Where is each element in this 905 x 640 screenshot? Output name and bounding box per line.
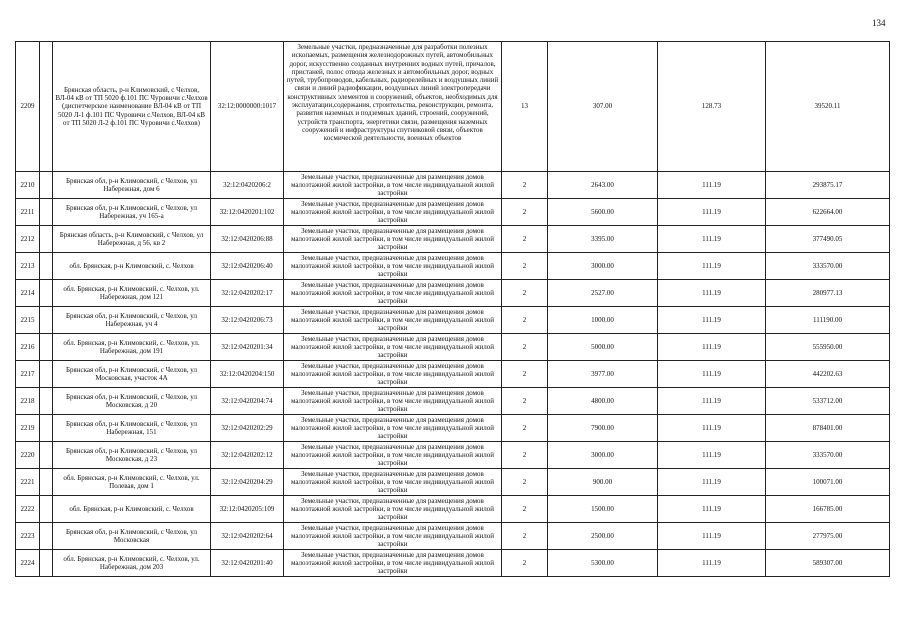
use-group-cell: 2	[502, 523, 548, 550]
area-cell: 900.00	[548, 469, 658, 496]
area-cell: 2527.00	[548, 280, 658, 307]
specific-value-cell: 111.19	[658, 307, 766, 334]
cadastral-value-cell: 622664.00	[766, 199, 890, 226]
specific-value-cell: 111.19	[658, 334, 766, 361]
permitted-use-cell: Земельные участки, предназначенные для размещения домов малоэтажной жилой застройки, в том числе индивидуальной жилой застройки	[284, 415, 502, 442]
table-row	[16, 226, 890, 253]
cadastral-number-cell: 32:12:0420202:12	[211, 442, 284, 469]
table-row	[16, 334, 890, 361]
permitted-use-cell: Земельные участки, предназначенные для размещения домов малоэтажной жилой застройки, в том числе индивидуальной жилой застройки	[284, 361, 502, 388]
cadastral-number-cell: 32:12:0420201:40	[211, 550, 284, 577]
row-number-cell: 2215	[16, 307, 40, 334]
cadastral-value-cell: 39520.11	[766, 42, 890, 172]
address-cell: Брянская область, р-н Климовский, с Челхов, ул Набережная, д 56, кв 2	[53, 226, 211, 253]
specific-value-cell: 111.19	[658, 550, 766, 577]
use-group-cell: 2	[502, 550, 548, 577]
permitted-use-cell: Земельные участки, предназначенные для размещения домов малоэтажной жилой застройки, в том числе индивидуальной жилой застройки	[284, 550, 502, 577]
specific-value-cell: 111.19	[658, 415, 766, 442]
address-cell: Брянская обл, р-н Климовский, с Челхов, ул Набережная, 151	[53, 415, 211, 442]
specific-value-cell: 111.19	[658, 523, 766, 550]
use-group-cell: 2	[502, 199, 548, 226]
permitted-use-cell: Земельные участки, предназначенные для размещения домов малоэтажной жилой застройки, в том числе индивидуальной жилой застройки	[284, 226, 502, 253]
address-cell: Брянская обл, р-н Климовский, с Челхов, ул Набережная, уч 4	[53, 307, 211, 334]
blank-cell	[40, 496, 53, 523]
blank-cell	[40, 307, 53, 334]
permitted-use-cell: Земельные участки, предназначенные для размещения домов малоэтажной жилой застройки, в том числе индивидуальной жилой застройки	[284, 280, 502, 307]
use-group-cell: 2	[502, 280, 548, 307]
blank-cell	[40, 415, 53, 442]
cadastral-value-table	[15, 41, 890, 577]
specific-value-cell: 111.19	[658, 172, 766, 199]
table-row	[16, 199, 890, 226]
row-number-cell: 2219	[16, 415, 40, 442]
use-group-cell: 2	[502, 361, 548, 388]
address-cell: обл. Брянская, р-н Климовский, с. Челхов	[53, 253, 211, 280]
table-row	[16, 550, 890, 577]
cadastral-value-cell: 280977.13	[766, 280, 890, 307]
permitted-use-cell: Земельные участки, предназначенные для размещения домов малоэтажной жилой застройки, в том числе индивидуальной жилой застройки	[284, 334, 502, 361]
row-number-cell: 2212	[16, 226, 40, 253]
area-cell: 1500.00	[548, 496, 658, 523]
permitted-use-cell: Земельные участки, предназначенные для размещения домов малоэтажной жилой застройки, в том числе индивидуальной жилой застройки	[284, 469, 502, 496]
blank-cell	[40, 172, 53, 199]
specific-value-cell: 111.19	[658, 361, 766, 388]
address-cell: обл. Брянская, р-н Климовский, с. Челхов, ул. Набережная, дом 203	[53, 550, 211, 577]
area-cell: 4800.00	[548, 388, 658, 415]
page-number: 134	[872, 18, 886, 28]
cadastral-value-cell: 442202.63	[766, 361, 890, 388]
permitted-use-cell: Земельные участки, предназначенные для размещения домов малоэтажной жилой застройки, в том числе индивидуальной жилой застройки	[284, 388, 502, 415]
specific-value-cell: 111.19	[658, 442, 766, 469]
table-row	[16, 42, 890, 172]
row-number-cell: 2222	[16, 496, 40, 523]
permitted-use-cell: Земельные участки, предназначенные для размещения домов малоэтажной жилой застройки, в том числе индивидуальной жилой застройки	[284, 307, 502, 334]
use-group-cell: 2	[502, 334, 548, 361]
cadastral-value-cell: 100071.00	[766, 469, 890, 496]
area-cell: 307.00	[548, 42, 658, 172]
specific-value-cell: 111.19	[658, 469, 766, 496]
address-cell: Брянская обл, р-н Климовский, с Челхов, ул Набережная, дом 6	[53, 172, 211, 199]
area-cell: 2500.00	[548, 523, 658, 550]
use-group-cell: 2	[502, 172, 548, 199]
address-cell: Брянская обл, р-н Климовский, с Челхов, ул Московская, участок 4А	[53, 361, 211, 388]
address-cell: Брянская обл, р-н Климовский, с Челхов, ул Московская, д 20	[53, 388, 211, 415]
permitted-use-cell: Земельные участки, предназначенные для размещения домов малоэтажной жилой застройки, в том числе индивидуальной жилой застройки	[284, 253, 502, 280]
table-row	[16, 523, 890, 550]
table-row	[16, 496, 890, 523]
row-number-cell: 2210	[16, 172, 40, 199]
cadastral-number-cell: 32:12:0420204:29	[211, 469, 284, 496]
blank-cell	[40, 361, 53, 388]
table-row	[16, 361, 890, 388]
table-body	[16, 42, 890, 577]
area-cell: 3977.00	[548, 361, 658, 388]
row-number-cell: 2213	[16, 253, 40, 280]
use-group-cell: 2	[502, 388, 548, 415]
blank-cell	[40, 226, 53, 253]
area-cell: 5300.00	[548, 550, 658, 577]
cadastral-number-cell: 32:12:0420202:29	[211, 415, 284, 442]
blank-cell	[40, 523, 53, 550]
table-row	[16, 280, 890, 307]
permitted-use-cell: Земельные участки, предназначенные для размещения домов малоэтажной жилой застройки, в том числе индивидуальной жилой застройки	[284, 199, 502, 226]
area-cell: 5600.00	[548, 199, 658, 226]
specific-value-cell: 111.19	[658, 496, 766, 523]
row-number-cell: 2209	[16, 42, 40, 172]
row-number-cell: 2211	[16, 199, 40, 226]
specific-value-cell: 111.19	[658, 388, 766, 415]
table-row	[16, 307, 890, 334]
cadastral-number-cell: 32:12:0420201:34	[211, 334, 284, 361]
address-cell: Брянская обл, р-н Климовский, с Челхов, ул Набережная, уч 165-а	[53, 199, 211, 226]
cadastral-number-cell: 32:12:0420201:102	[211, 199, 284, 226]
use-group-cell: 2	[502, 226, 548, 253]
blank-cell	[40, 469, 53, 496]
area-cell: 3395.00	[548, 226, 658, 253]
blank-cell	[40, 334, 53, 361]
use-group-cell: 2	[502, 496, 548, 523]
address-cell: Брянская обл, р-н Климовский, с Челхов, ул Московская, д 23	[53, 442, 211, 469]
specific-value-cell: 111.19	[658, 280, 766, 307]
table-row	[16, 442, 890, 469]
cadastral-value-cell: 333570.00	[766, 442, 890, 469]
blank-cell	[40, 442, 53, 469]
blank-cell	[40, 253, 53, 280]
permitted-use-cell: Земельные участки, предназначенные для разработки полезных ископаемых, размещения железнодорожных путей, автомобильных дорог, искусственно созданных внутренних водных путей, причалов, пристаней, полос отвода железных и автомобильных дорог, водных путей, трубопроводов, кабельных, радиорелейных и воздушных линий связи и линий радиофикации, воздушных линий электропередачи конструктивных элементов и сооружений, объектов, необходимых для эксплуатации,содержания, строительства, реконструкции, ремонта, развития наземных и подземных зданий, строений, сооружений, устройств транспорта, энергетики связи, размещения наземных сооружений и инфраструктуры спутниковой связи, объектов космической деятельности, военных объектов	[284, 42, 502, 172]
permitted-use-cell: Земельные участки, предназначенные для размещения домов малоэтажной жилой застройки, в том числе индивидуальной жилой застройки	[284, 523, 502, 550]
cadastral-number-cell: 32:12:0420206:88	[211, 226, 284, 253]
use-group-cell: 2	[502, 469, 548, 496]
row-number-cell: 2217	[16, 361, 40, 388]
address-cell: Брянская обл, р-н Климовский, с Челхов, ул Московская	[53, 523, 211, 550]
address-cell: обл. Брянская, р-н Климовский, с. Челхов, ул. Набережная, дом 191	[53, 334, 211, 361]
cadastral-number-cell: 32:12:0420204:74	[211, 388, 284, 415]
row-number-cell: 2214	[16, 280, 40, 307]
cadastral-number-cell: 32:12:0420206:73	[211, 307, 284, 334]
row-number-cell: 2220	[16, 442, 40, 469]
table-row	[16, 253, 890, 280]
cadastral-value-cell: 589307.00	[766, 550, 890, 577]
cadastral-number-cell: 32:12:0420206:40	[211, 253, 284, 280]
specific-value-cell: 111.19	[658, 226, 766, 253]
cadastral-value-cell: 333570.00	[766, 253, 890, 280]
cadastral-number-cell: 32:12:0420204:150	[211, 361, 284, 388]
cadastral-number-cell: 32:12:0420205:109	[211, 496, 284, 523]
blank-cell	[40, 388, 53, 415]
specific-value-cell: 111.19	[658, 253, 766, 280]
area-cell: 5000.00	[548, 334, 658, 361]
cadastral-value-cell: 166785.00	[766, 496, 890, 523]
use-group-cell: 13	[502, 42, 548, 172]
address-cell: Брянская область, р-н Климовский, с Челхов, ВЛ-04 кВ от ТП 5020 ф.101 ПС Чуровичи с.Челхов (диспетчерское наименование ВЛ-04 кВ от ТП 5020 Л-1 ф.101 ПС Чуровичи с.Челхов, ВЛ-04 кВ от ТП 5020 Л-2 ф.101 ПС Чуровичи с.Челхов)	[53, 42, 211, 172]
use-group-cell: 2	[502, 442, 548, 469]
cadastral-value-cell: 111190.00	[766, 307, 890, 334]
cadastral-value-cell: 878401.00	[766, 415, 890, 442]
address-cell: обл. Брянская, р-н Климовский, с. Челхов, ул. Полевая, дом 1	[53, 469, 211, 496]
permitted-use-cell: Земельные участки, предназначенные для размещения домов малоэтажной жилой застройки, в том числе индивидуальной жилой застройки	[284, 496, 502, 523]
cadastral-value-cell: 277975.00	[766, 523, 890, 550]
row-number-cell: 2224	[16, 550, 40, 577]
permitted-use-cell: Земельные участки, предназначенные для размещения домов малоэтажной жилой застройки, в том числе индивидуальной жилой застройки	[284, 442, 502, 469]
cadastral-number-cell: 32:12:0420202:17	[211, 280, 284, 307]
blank-cell	[40, 280, 53, 307]
use-group-cell: 2	[502, 415, 548, 442]
area-cell: 3000.00	[548, 442, 658, 469]
table-row	[16, 415, 890, 442]
use-group-cell: 2	[502, 253, 548, 280]
cadastral-number-cell: 32:12:0420202:64	[211, 523, 284, 550]
row-number-cell: 2216	[16, 334, 40, 361]
address-cell: обл. Брянская, р-н Климовский, с. Челхов	[53, 496, 211, 523]
specific-value-cell: 111.19	[658, 199, 766, 226]
specific-value-cell: 128.73	[658, 42, 766, 172]
area-cell: 1000.00	[548, 307, 658, 334]
table-row	[16, 469, 890, 496]
permitted-use-cell: Земельные участки, предназначенные для размещения домов малоэтажной жилой застройки, в том числе индивидуальной жилой застройки	[284, 172, 502, 199]
row-number-cell: 2223	[16, 523, 40, 550]
use-group-cell: 2	[502, 307, 548, 334]
area-cell: 7900.00	[548, 415, 658, 442]
row-number-cell: 2218	[16, 388, 40, 415]
address-cell: обл. Брянская, р-н Климовский, с. Челхов, ул. Набережная, дом 121	[53, 280, 211, 307]
cadastral-value-cell: 555950.00	[766, 334, 890, 361]
blank-cell	[40, 550, 53, 577]
blank-cell	[40, 199, 53, 226]
blank-cell	[40, 42, 53, 172]
area-cell: 3000.00	[548, 253, 658, 280]
cadastral-value-cell: 377490.05	[766, 226, 890, 253]
table-row	[16, 388, 890, 415]
table-row	[16, 172, 890, 199]
cadastral-value-cell: 533712.00	[766, 388, 890, 415]
area-cell: 2643.00	[548, 172, 658, 199]
cadastral-number-cell: 32:12:0000000:1017	[211, 42, 284, 172]
cadastral-number-cell: 32:12:0420206:2	[211, 172, 284, 199]
cadastral-value-cell: 293875.17	[766, 172, 890, 199]
row-number-cell: 2221	[16, 469, 40, 496]
